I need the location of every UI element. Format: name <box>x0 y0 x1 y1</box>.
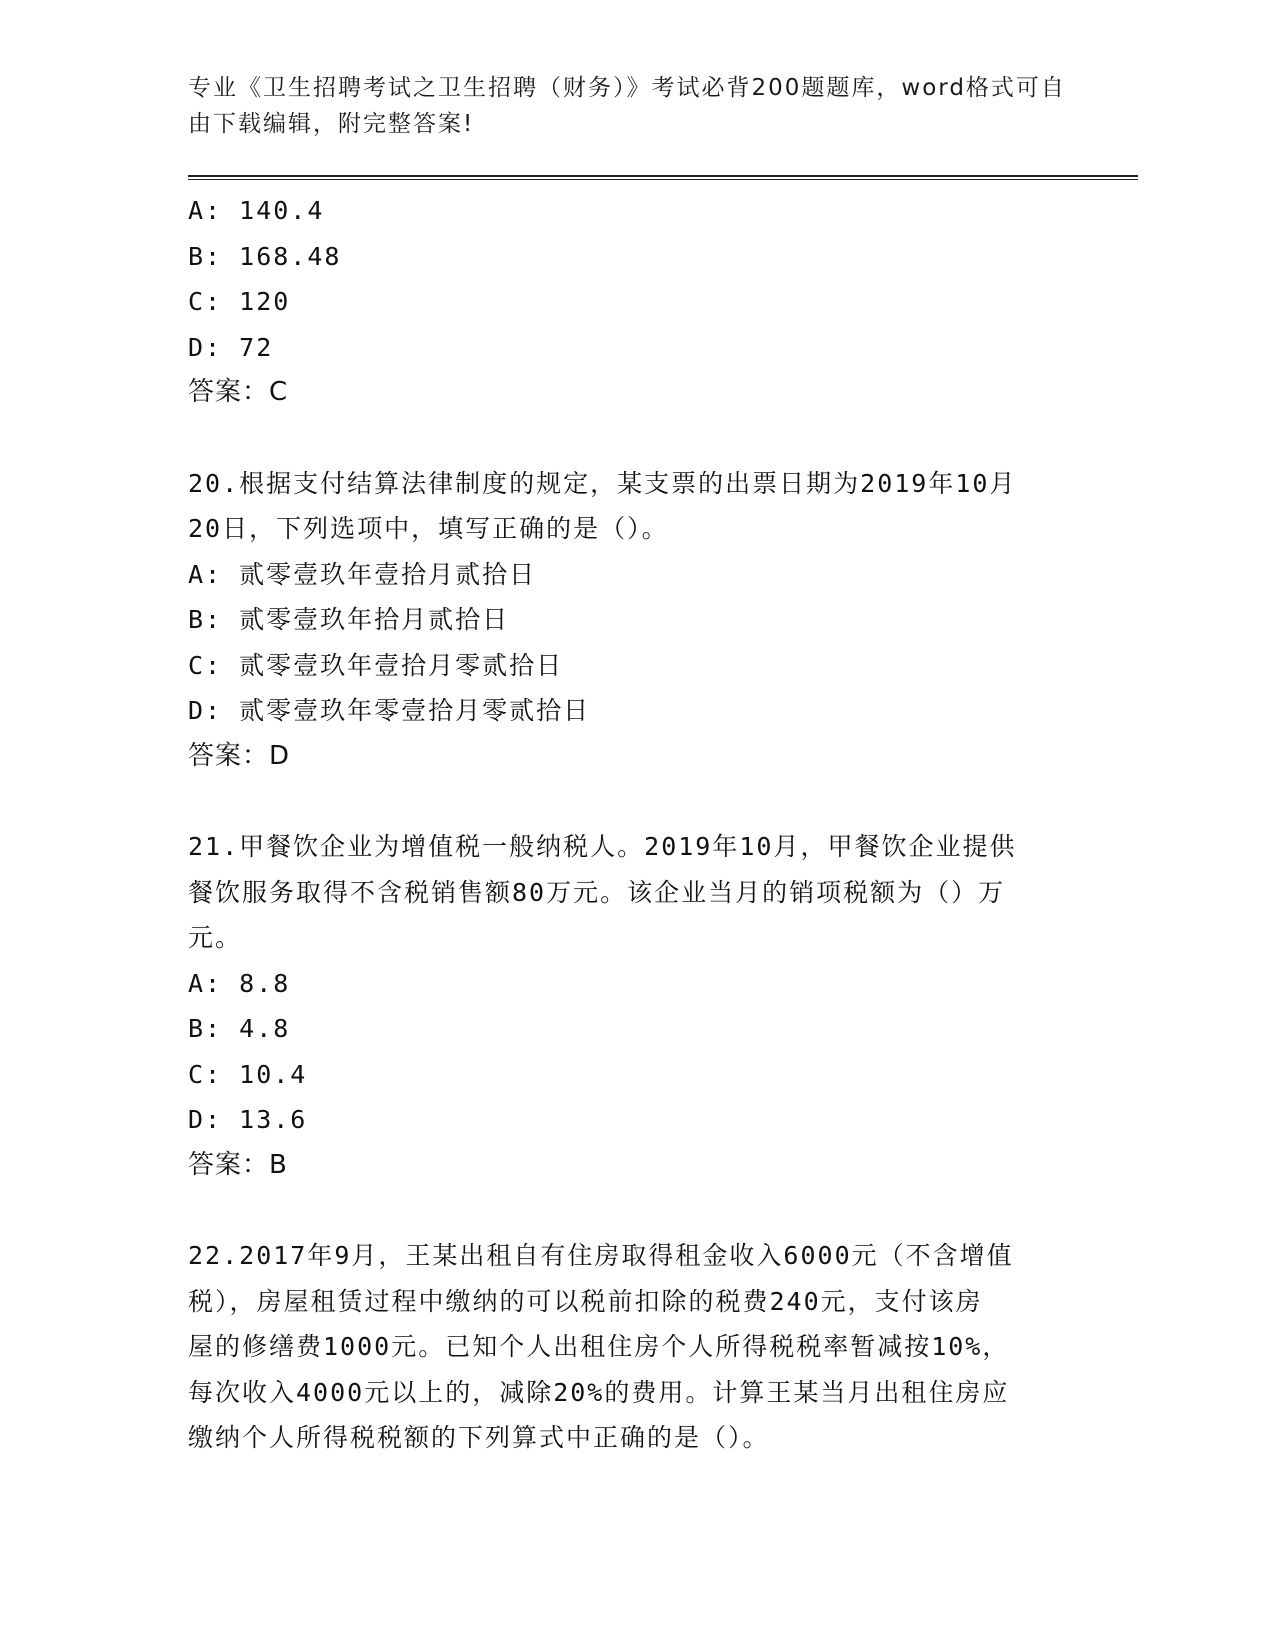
question-21 <box>188 824 1068 1188</box>
option-d: D: 72 <box>188 332 274 362</box>
question-list <box>188 188 1068 1461</box>
option-c: C: 120 <box>188 287 291 316</box>
question-stem-line: 21.甲餐饮企业为增值税一般纳税人。2019年10月，甲餐饮企业提供 <box>188 832 1017 861</box>
question-stem-line: 餐饮服务取得不含税销售额80万元。该企业当月的销项税额为（）万 <box>188 877 1006 907</box>
question-stem-line: 屋的修缮费1000元。已知个人出租住房个人所得税税率暂减按10%， <box>188 1332 1010 1361</box>
answer: 答案：D <box>188 740 291 771</box>
option-b: B: 168.48 <box>188 241 342 271</box>
option-c: C: 贰零壹玖年壹拾月零贰拾日 <box>188 650 564 680</box>
header-line-2: 由下载编辑，附完整答案! <box>188 111 475 137</box>
question-stem-line: 缴纳个人所得税税额的下列算式中正确的是（）。 <box>188 1423 770 1452</box>
header-divider <box>188 175 1138 180</box>
question-stem-line: 22.2017年9月，王某出租自有住房取得租金收入6000元（不含增值 <box>188 1241 1014 1270</box>
option-b: B: 贰零壹玖年拾月贰拾日 <box>188 605 510 634</box>
question-20 <box>188 461 1068 780</box>
answer: 答案：B <box>188 1149 288 1180</box>
question-22 <box>188 1233 1068 1461</box>
option-a: A: 8.8 <box>188 968 291 998</box>
question-19 <box>188 188 1068 416</box>
document-header <box>188 70 1068 142</box>
question-stem-line: 20日，下列选项中，填写正确的是（）。 <box>188 514 669 543</box>
option-d: D: 13.6 <box>188 1105 308 1134</box>
spacer <box>188 416 1068 461</box>
spacer <box>188 1188 1068 1233</box>
question-stem-line: 20.根据支付结算法律制度的规定，某支票的出票日期为2019年10月 <box>188 468 1017 498</box>
header-line-1: 专业《卫生招聘考试之卫生招聘（财务）》考试必背200题题库，word格式可自 <box>188 75 1066 101</box>
question-stem-line: 每次收入4000元以上的，减除20%的费用。计算王某当月出租住房应 <box>188 1377 1010 1407</box>
option-b: B: 4.8 <box>188 1014 291 1043</box>
answer: 答案：C <box>188 377 289 407</box>
option-a: A: 140.4 <box>188 196 325 225</box>
question-stem-line: 元。 <box>188 923 243 952</box>
option-a: A: 贰零壹玖年壹拾月贰拾日 <box>188 559 537 589</box>
spacer <box>188 779 1068 824</box>
question-stem-line: 税），房屋租赁过程中缴纳的可以税前扣除的税费240元，支付该房 <box>188 1286 983 1316</box>
option-d: D: 贰零壹玖年零壹拾月零贰拾日 <box>188 696 591 725</box>
option-c: C: 10.4 <box>188 1059 308 1089</box>
